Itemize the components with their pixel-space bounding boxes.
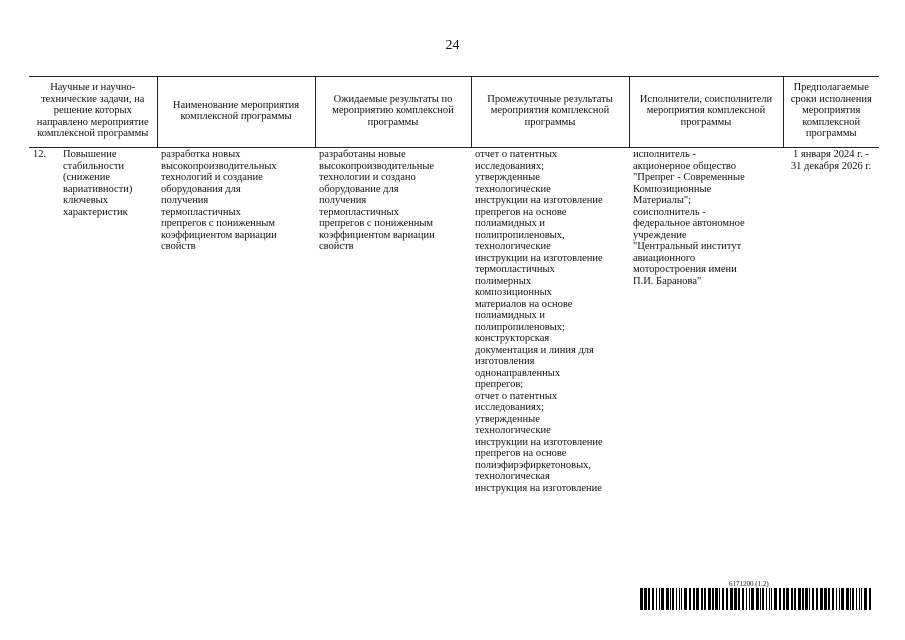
cell-expected: разработаны новые высокопроизводительные технологии и создано оборудование для получения термопластичных препрегов с пониженным коэффициентом вариации свойств [319,149,435,252]
cell-task [29,148,157,496]
program-table [29,76,879,495]
header-deadlines: Предполагаемые сроки исполнения мероприятия комплексной программы [783,77,879,148]
row-number: 12. [33,149,47,160]
header-executors: Исполнители, соисполнители мероприятия комплексной программы [629,77,783,148]
header-interim-results: Промежуточные результаты мероприятия комплексной программы [471,77,629,148]
barcode-label: 6171200 (1.2) [729,580,769,588]
table-row [29,148,879,496]
cell-executors: исполнитель - акционерное общество "Препрег - Современные Композиционные Материалы"; соисполнитель - федеральное автономное учреждение "Центральный институт авиационного моторостроения имени П.И. Баранова" [633,149,745,287]
header-expected-results: Ожидаемые результаты по мероприятию комплексной программы [315,77,471,148]
cell-dates: 1 января 2024 г. - 31 декабря 2026 г. [790,149,872,172]
header-activity-name: Наименование мероприятия комплексной программы [157,77,315,148]
barcode-image [640,588,872,610]
task-text: Повышение стабильности (снижение вариативности) ключевых характеристик [63,149,133,218]
cell-interim: отчет о патентных исследованиях; утвержденные технологические инструкции на изготовление препрегов на основе полиамидных и полипропиленовых, технологические инструкции на изготовление термопластичных полимерных композиционных материалов на основе полиамидных и полипропиленовых; конструкторская документация и линия для изготовления однонаправленных препрегов; отчет о патентных исследованиях; утвержденные технологические инструкции на изготовление препрегов на основе полиэфирэфиркетоновых, технологическая инструкция на изготовление [475,149,603,494]
page-number: 24 [445,38,460,53]
cell-activity: разработка новых высокопроизводительных технологий и создание оборудования для получения термопластичных препрегов с пониженным коэффициентом вариации свойств [161,149,277,252]
header-tasks: Научные и научно-технические задачи, на решение которых направлено мероприятие комплексной программы [29,77,157,148]
table-header-row [29,77,879,148]
